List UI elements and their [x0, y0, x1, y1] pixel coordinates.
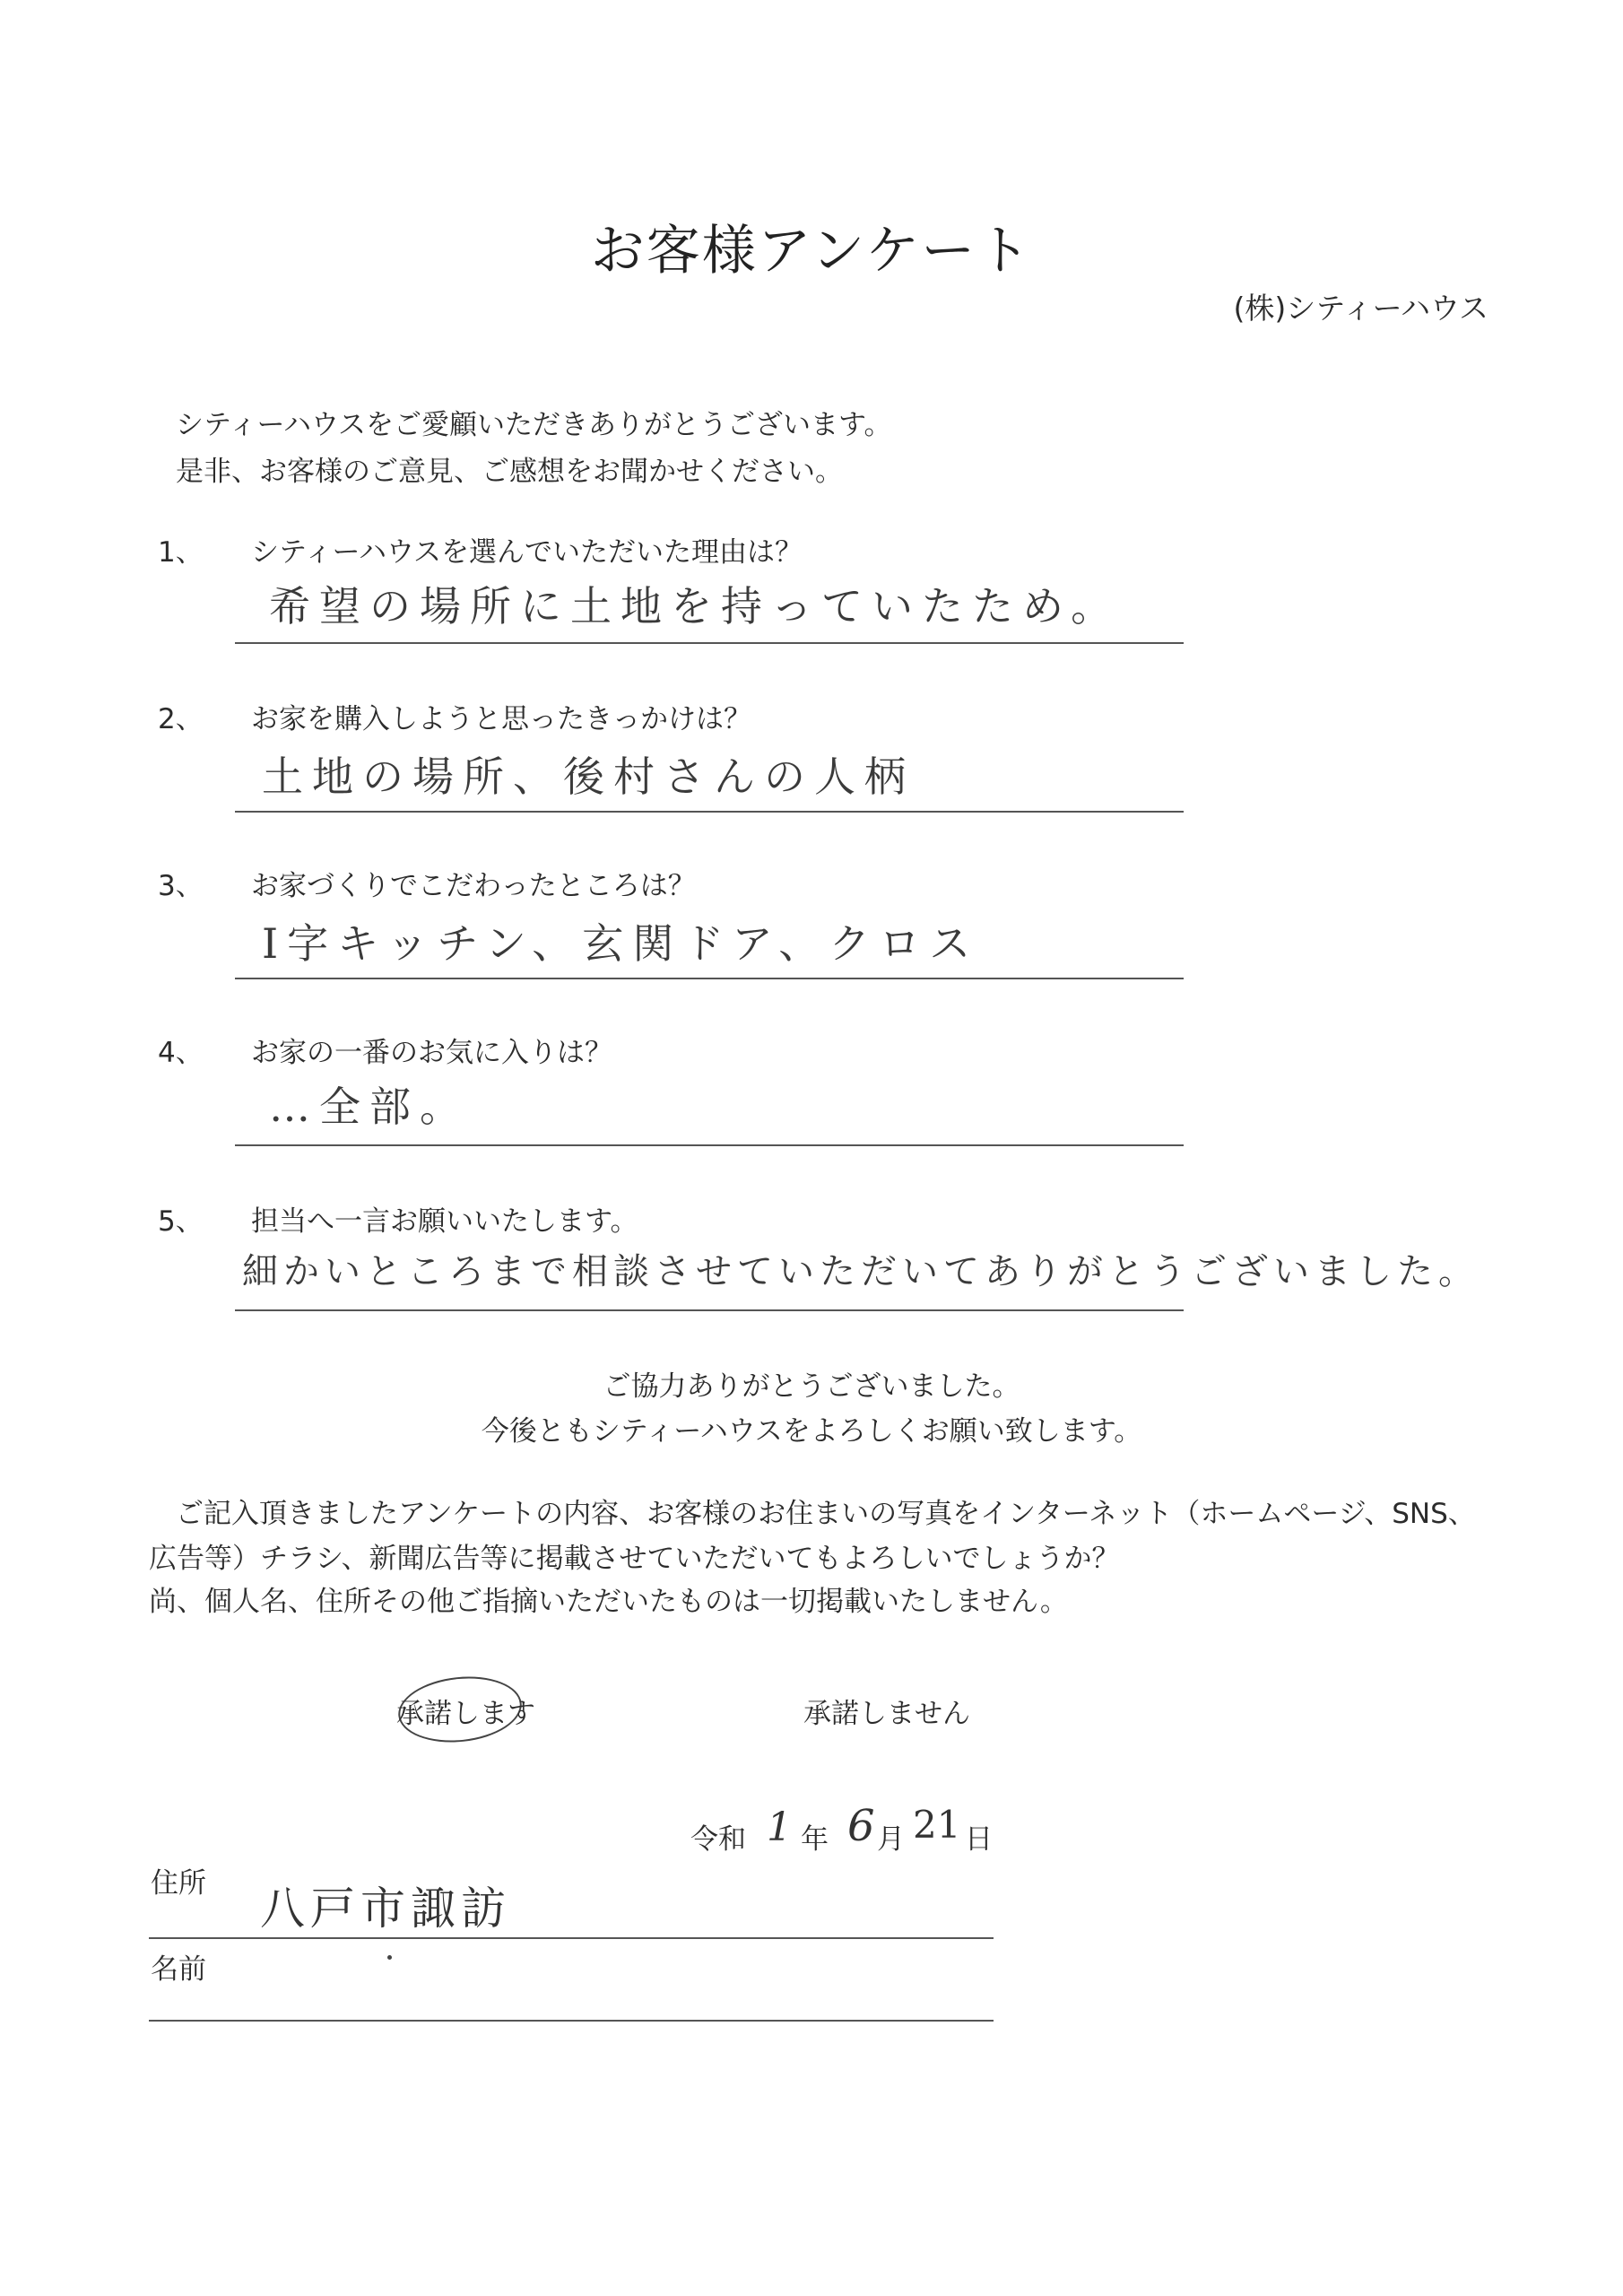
question-number: 1、: [158, 536, 204, 569]
question-text: シティーハウスを選んでいただいた理由は？: [251, 536, 803, 569]
date-day-unit: 日: [965, 1823, 993, 1856]
company-name: (株)シティーハウス: [1233, 291, 1488, 326]
answer-line: [235, 1144, 1184, 1146]
date-month-unit: 月: [877, 1823, 905, 1856]
question-text: お家の一番のお気に入りは？: [251, 1037, 612, 1069]
notice-line-1: ご記入頂きましたアンケートの内容、お客様のお住まいの写真をインターネット（ホームページ、SNS、: [176, 1498, 1476, 1530]
name-label: 名前: [151, 1953, 206, 1986]
intro-line-1: シティーハウスをご愛顧いただきありがとうございます。: [176, 409, 892, 441]
notice-line-2: 広告等）チラシ、新聞広告等に掲載させていただいてもよろしいでしょうか？: [149, 1543, 1120, 1575]
answer-text: 希望の場所に土地を持っていたため。: [269, 582, 1122, 631]
answer-line: [235, 978, 1184, 979]
answer-text: …全部。: [269, 1083, 470, 1131]
address-value[interactable]: 八戸市諏訪: [260, 1883, 511, 1935]
date-year-value[interactable]: 1: [767, 1805, 792, 1850]
question-text: 担当へ一言お願いいたします。: [251, 1205, 638, 1238]
date-year-unit: 年: [801, 1823, 829, 1856]
date-era: 令和: [690, 1823, 746, 1856]
answer-text: 細かいところまで相談させていただいてありがとうございました。: [242, 1251, 1480, 1292]
answer-text: I字キッチン、玄関ドア、クロス: [262, 919, 980, 968]
question-text: お家づくりでこだわったところは？: [251, 870, 696, 902]
question-number: 4、: [158, 1037, 204, 1069]
question-number: 5、: [158, 1205, 204, 1238]
answer-line: [235, 811, 1184, 813]
consent-agree-option[interactable]: 承諾します: [396, 1698, 535, 1730]
question-number: 3、: [158, 870, 204, 902]
closing-line-1: ご協力ありがとうございました。: [603, 1370, 1020, 1403]
address-label: 住所: [151, 1867, 206, 1900]
answer-line: [235, 642, 1184, 644]
answer-line: [235, 1309, 1184, 1311]
name-line: [149, 2020, 994, 2022]
date-month-value[interactable]: 6: [847, 1801, 875, 1851]
ink-dot: [387, 1955, 392, 1960]
question-text: お家を購入しようと思ったきっかけは？: [251, 703, 751, 735]
answer-text: 土地の場所、後村さんの人柄: [262, 752, 915, 801]
notice-line-3: 尚、個人名、住所その他ご指摘いただいたものは一切掲載いたしません。: [149, 1586, 1068, 1618]
survey-title: お客様アンケート: [590, 220, 1033, 283]
date-day-value[interactable]: 21: [913, 1803, 961, 1847]
closing-line-2: 今後ともシティーハウスをよろしくお願い致します。: [481, 1415, 1142, 1448]
intro-line-2: 是非、お客様のご意見、ご感想をお聞かせください。: [176, 456, 843, 488]
consent-disagree-option[interactable]: 承諾しません: [803, 1698, 970, 1730]
question-number: 2、: [158, 703, 204, 735]
address-line: [149, 1937, 994, 1939]
